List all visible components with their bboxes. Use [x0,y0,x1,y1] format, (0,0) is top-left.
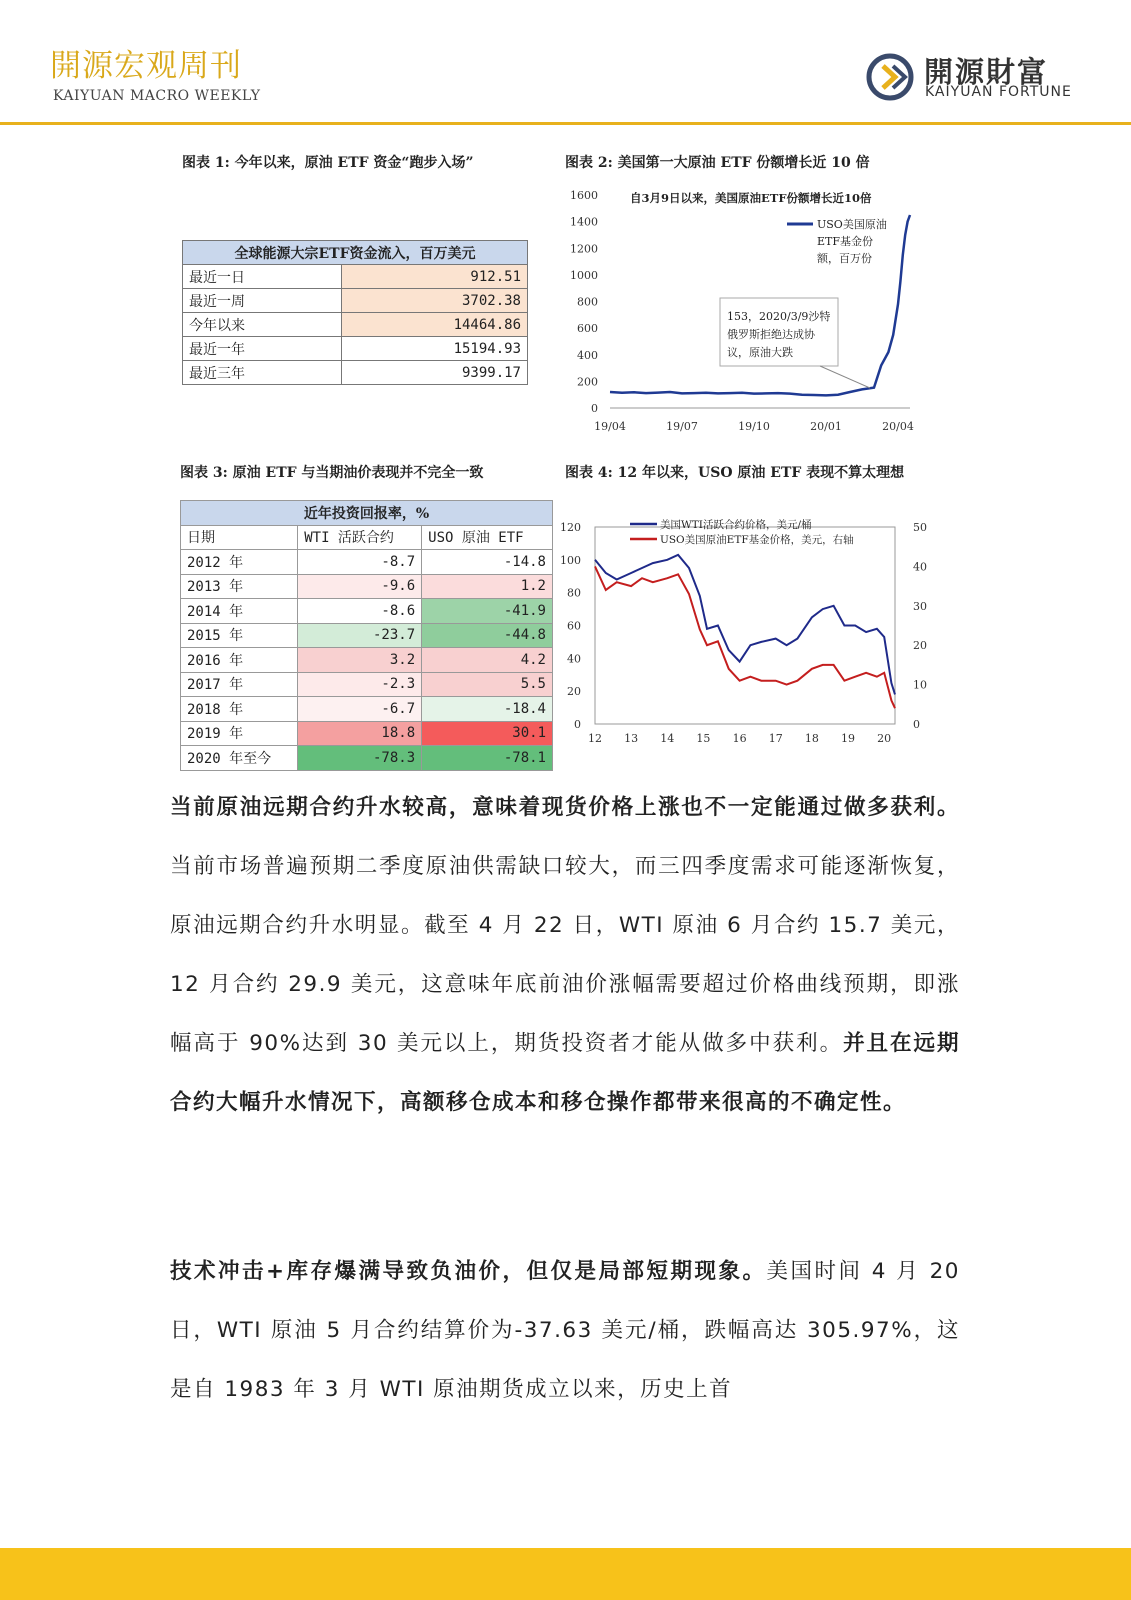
y-right-tick-label: 20 [913,639,927,653]
uso-value: -18.4 [422,697,553,722]
table-row [181,746,553,771]
y-tick-label: 0 [591,402,598,415]
y-tick-label: 800 [577,295,598,309]
x-tick-label: 14 [660,732,675,745]
col-uso: USO 原油 ETF [422,525,553,550]
paragraph-1-body: 当前市场普遍预期二季度原油供需缺口较大，而三四季度需求可能逐渐恢复，原油远期合约升水明显。截至 4 月 22 日，WTI 原油 6 月合约 15.7 美元，12 月合约 29.9 美元，这意味年底前油价涨幅需要超过价格曲线预期，即涨幅高于 90%达到 30 美元以上，期货投资者才能从做多中获利。 [170,854,960,1056]
legend-label: ETF基金份 [817,235,873,248]
uso-shares-chart [565,180,945,445]
y-tick-label: 200 [577,375,598,389]
row-date: 2012 年 [181,550,298,575]
x-tick-label: 19/04 [594,420,626,433]
table1-label: 最近一年 [183,337,342,361]
figure1-title: 图表 1: 今年以来，原油 ETF 资金“跑步入场” [182,155,474,171]
uso-value: 30.1 [422,721,553,746]
table-row [181,697,553,722]
y-left-tick-label: 60 [567,619,581,633]
annotation-pointer [820,366,870,388]
x-tick-label: 17 [768,732,783,745]
x-tick-label: 20 [877,732,892,745]
x-tick-label: 20/04 [882,420,914,433]
table1-label: 最近三年 [183,361,342,385]
returns-table [180,500,553,771]
y-left-tick-label: 100 [560,553,581,567]
table3-header: 近年投资回报率，% [181,501,553,526]
x-tick-label: 19/07 [666,420,698,433]
series-line [595,566,895,708]
y-right-tick-label: 40 [913,560,927,574]
table1-label: 最近一日 [183,265,342,289]
uso-value: -78.1 [422,746,553,771]
paragraph-1 [170,778,960,1132]
row-date: 2020 年至今 [181,746,298,771]
row-date: 2016 年 [181,648,298,673]
table1-label: 今年以来 [183,313,342,337]
table-row [183,289,528,313]
footer-bar [0,1548,1131,1600]
col-wti: WTI 活跃合约 [298,525,422,550]
x-tick-label: 20/01 [810,420,842,433]
x-tick-label: 18 [804,732,819,745]
y-tick-label: 1600 [570,189,598,202]
wti-uso-price-chart [560,512,945,764]
wti-value: 18.8 [298,721,422,746]
legend-label: 额，百万份 [817,252,872,265]
series-line [595,555,895,695]
row-date: 2013 年 [181,574,298,599]
table-row [181,599,553,624]
y-tick-label: 1400 [570,215,598,229]
table-row [181,574,553,599]
x-tick-label: 16 [732,732,747,745]
header-title: 開源宏观周刊 [50,48,242,84]
figure2-title: 图表 2: 美国第一大原油 ETF 份额增长近 10 倍 [565,155,870,171]
paragraph-1-bold-tail: 并且在远期合约大幅升水情况下，高额移仓成本和移仓操作都带来很高的不确定性。 [170,1031,960,1115]
wti-value: -23.7 [298,623,422,648]
wti-value: -2.3 [298,672,422,697]
x-tick-label: 19/10 [738,420,770,433]
uso-value: 1.2 [422,574,553,599]
table1-value: 14464.86 [342,313,528,337]
kaiyuan-logo-icon [865,52,915,102]
annotation-text: 153，2020/3/9沙特 [727,310,831,323]
table-row [183,361,528,385]
wti-value: -8.7 [298,550,422,575]
table1-value: 912.51 [342,265,528,289]
table1-value: 3702.38 [342,289,528,313]
legend-label: 美国WTI活跃合约价格，美元/桶 [660,519,812,531]
table-row [183,265,528,289]
y-tick-label: 1000 [570,268,598,282]
table-row [183,337,528,361]
y-right-tick-label: 0 [913,718,920,731]
wti-value: -6.7 [298,697,422,722]
col-date: 日期 [181,525,298,550]
x-tick-label: 15 [696,732,711,745]
row-date: 2018 年 [181,697,298,722]
y-right-tick-label: 50 [913,521,927,534]
table-row [181,623,553,648]
y-left-tick-label: 40 [567,652,581,666]
row-date: 2017 年 [181,672,298,697]
legend-label: USO美国原油 [817,218,887,231]
table-row [181,648,553,673]
paragraph-2-body: 美国时间 4 月 20 日，WTI 原油 5 月合约结算价为-37.63 美元/桶，跌幅高达 305.97%，这是自 1983 年 3 月 WTI 原油期货成立以来，历史上首 [170,1259,960,1402]
wti-value: -9.6 [298,574,422,599]
row-date: 2014 年 [181,599,298,624]
table-row [183,313,528,337]
paragraph-1-bold-lead: 当前原油远期合约升水较高，意味着现货价格上涨也不一定能通过做多获利。 [170,795,960,820]
uso-value: -44.8 [422,623,553,648]
x-tick-label: 12 [588,732,602,745]
figure4-title: 图表 4: 12 年以来，USO 原油 ETF 表现不算太理想 [565,465,905,481]
legend-label: USO美国原油ETF基金价格，美元，右轴 [660,534,854,546]
row-date: 2015 年 [181,623,298,648]
x-tick-label: 19 [841,732,856,745]
y-left-tick-label: 80 [567,586,581,600]
y-left-tick-label: 0 [574,718,581,731]
paragraph-2-bold-lead: 技术冲击+库存爆满导致负油价，但仅是局部短期现象。 [170,1259,767,1284]
y-right-tick-label: 10 [913,678,927,692]
table-row [181,672,553,697]
wti-value: -8.6 [298,599,422,624]
uso-value: 5.5 [422,672,553,697]
logo-text-cn: 開源財富 [924,55,1049,89]
y-right-tick-label: 30 [913,599,927,613]
y-tick-label: 600 [577,322,598,336]
uso-value: 4.2 [422,648,553,673]
etf-inflow-table [182,240,528,385]
y-tick-label: 400 [577,348,598,362]
table-row [181,721,553,746]
y-tick-label: 1200 [570,242,598,256]
header-divider [0,122,1131,125]
table-row [181,550,553,575]
logo-text-en: KAIYUAN FORTUNE [925,84,1072,100]
uso-value: -41.9 [422,599,553,624]
figure3-title: 图表 3: 原油 ETF 与当期油价表现并不完全一致 [180,465,484,481]
header-subtitle: KAIYUAN MACRO WEEKLY [53,88,261,104]
row-date: 2019 年 [181,721,298,746]
annotation-text: 俄罗斯拒绝达成协 [727,328,815,341]
chart-title: 自3月9日以来，美国原油ETF份额增长近10倍 [630,191,872,205]
table1-header: 全球能源大宗ETF资金流入，百万美元 [183,241,528,265]
table1-value: 15194.93 [342,337,528,361]
paragraph-2 [170,1242,960,1419]
table1-value: 9399.17 [342,361,528,385]
y-left-tick-label: 120 [560,521,581,534]
y-left-tick-label: 20 [567,685,581,699]
x-tick-label: 13 [624,732,639,745]
table1-label: 最近一周 [183,289,342,313]
wti-value: -78.3 [298,746,422,771]
uso-value: -14.8 [422,550,553,575]
wti-value: 3.2 [298,648,422,673]
annotation-text: 议，原油大跌 [727,346,793,359]
